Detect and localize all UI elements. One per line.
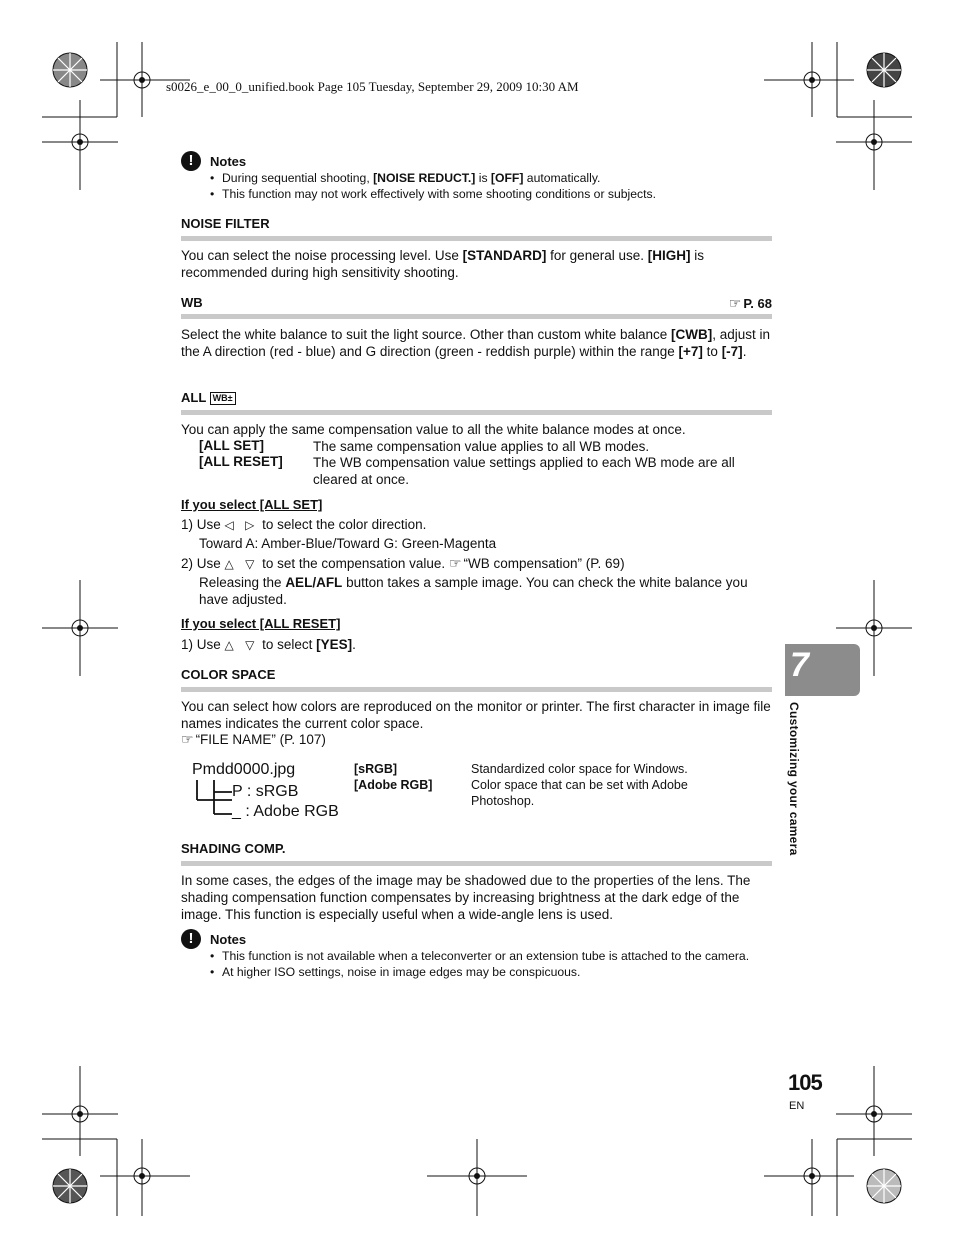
- option-desc: Standardized color space for Windows.: [471, 762, 688, 776]
- section-rule: [181, 687, 772, 692]
- shading-text: In some cases, the edges of the image may be shadowed due to the properties of the lens. The shading compensation function compensates by increasing brightness at the dark edge of the image. This function is especially useful when a wide-angle lens is used.: [181, 873, 751, 922]
- left-right-arrow-icon: ◁ ▷: [224, 518, 259, 532]
- section-title-all-wb: ALL WB±: [181, 390, 236, 405]
- option-key: [Adobe RGB]: [354, 778, 433, 792]
- notes-list: [210, 171, 770, 202]
- filename-example: Pmdd0000.jpg: [192, 761, 296, 778]
- book-header: s0026_e_00_0_unified.book Page 105 Tuesday, September 29, 2009 10:30 AM: [166, 79, 579, 94]
- section-title-wb: WB: [181, 295, 203, 310]
- step-1-detail: Toward A: Amber-Blue/Toward G: Green-Magenta: [199, 536, 497, 551]
- all-wb-intro: You can apply the same compensation value to all the white balance modes at once.: [181, 422, 686, 437]
- note-item: • During sequential shooting, [NOISE REDUCT.] is [OFF] automatically.: [210, 171, 770, 187]
- filename-bracket-diagram: [192, 780, 236, 818]
- section-rule: [181, 410, 772, 415]
- pointing-hand-icon: ☞: [728, 295, 742, 311]
- page-language: EN: [789, 1100, 805, 1112]
- chapter-label: Customizing your camera: [787, 702, 801, 856]
- notes-list: [210, 949, 770, 980]
- color-space-text: You can select how colors are reproduced on the monitor or printer. The first character in image file names indicates the current color space.: [181, 699, 771, 731]
- notes-title: Notes: [210, 154, 247, 169]
- color-space-p-line: P : sRGB: [232, 783, 299, 800]
- up-down-arrow-icon: △ ▽: [224, 557, 259, 571]
- notes-title: Notes: [210, 932, 247, 947]
- step-1: 1) Use △ ▽ to select [YES].: [181, 637, 356, 652]
- page-number: 105: [788, 1070, 822, 1095]
- up-down-arrow-icon: △ ▽: [224, 638, 259, 652]
- section-title-noise-filter: NOISE FILTER: [181, 216, 270, 231]
- color-space-ref: ☞ “FILE NAME” (P. 107): [181, 731, 326, 747]
- option-desc: The WB compensation value settings applied to each WB mode are all cleared at once.: [313, 455, 735, 487]
- subsection-title-all-reset: If you select [ALL RESET]: [181, 616, 341, 631]
- option-desc: Color space that can be set with Adobe Photoshop.: [471, 778, 688, 808]
- note-item: • This function is not available when a teleconverter or an extension tube is attached to the camera.: [210, 949, 770, 965]
- section-title-color-space: COLOR SPACE: [181, 667, 276, 682]
- note-item: • This function may not work effectively with some shooting conditions or subjects.: [210, 187, 770, 203]
- note-item: • At higher ISO settings, noise in image edges may be conspicuous.: [210, 965, 770, 981]
- section-rule: [181, 314, 772, 319]
- option-key: [ALL SET]: [199, 438, 264, 453]
- option-desc: The same compensation value applies to all WB modes.: [313, 439, 650, 454]
- section-title-shading-comp: SHADING COMP.: [181, 841, 286, 856]
- pointing-hand-icon: ☞: [181, 731, 194, 747]
- step-2: 2) Use △ ▽ to set the compensation value. ☞ “WB compensation” (P. 69): [181, 555, 625, 571]
- wb-page-ref: ☞ P. 68: [728, 295, 772, 311]
- step-1: 1) Use ◁ ▷ to select the color direction.: [181, 517, 427, 532]
- chapter-number: 7: [790, 646, 809, 684]
- wb-compensation-icon: WB±: [210, 392, 236, 405]
- section-rule: [181, 236, 772, 241]
- warning-icon: !: [181, 929, 201, 949]
- ael-afl-button-label: AEL/AFL: [285, 575, 343, 590]
- noise-filter-text: You can select the noise processing level. Use [STANDARD] for general use. [HIGH] is recommended during high sensitivity shooting.: [181, 248, 704, 280]
- color-space-underscore-line: _ : Adobe RGB: [232, 803, 339, 820]
- section-rule: [181, 861, 772, 866]
- step-2-detail: Releasing the AEL/AFL button takes a sample image. You can check the white balance you have adjusted.: [199, 575, 748, 607]
- subsection-title-all-set: If you select [ALL SET]: [181, 497, 323, 512]
- option-key: [sRGB]: [354, 762, 398, 776]
- warning-icon: !: [181, 151, 201, 171]
- wb-text: Select the white balance to suit the light source. Other than custom white balance [CWB], adjust in the A direction (red - blue) and G direction (green - reddish purple) within the range [+7] to [-7].: [181, 327, 771, 359]
- option-key: [ALL RESET]: [199, 454, 283, 469]
- pointing-hand-icon: ☞: [448, 555, 462, 571]
